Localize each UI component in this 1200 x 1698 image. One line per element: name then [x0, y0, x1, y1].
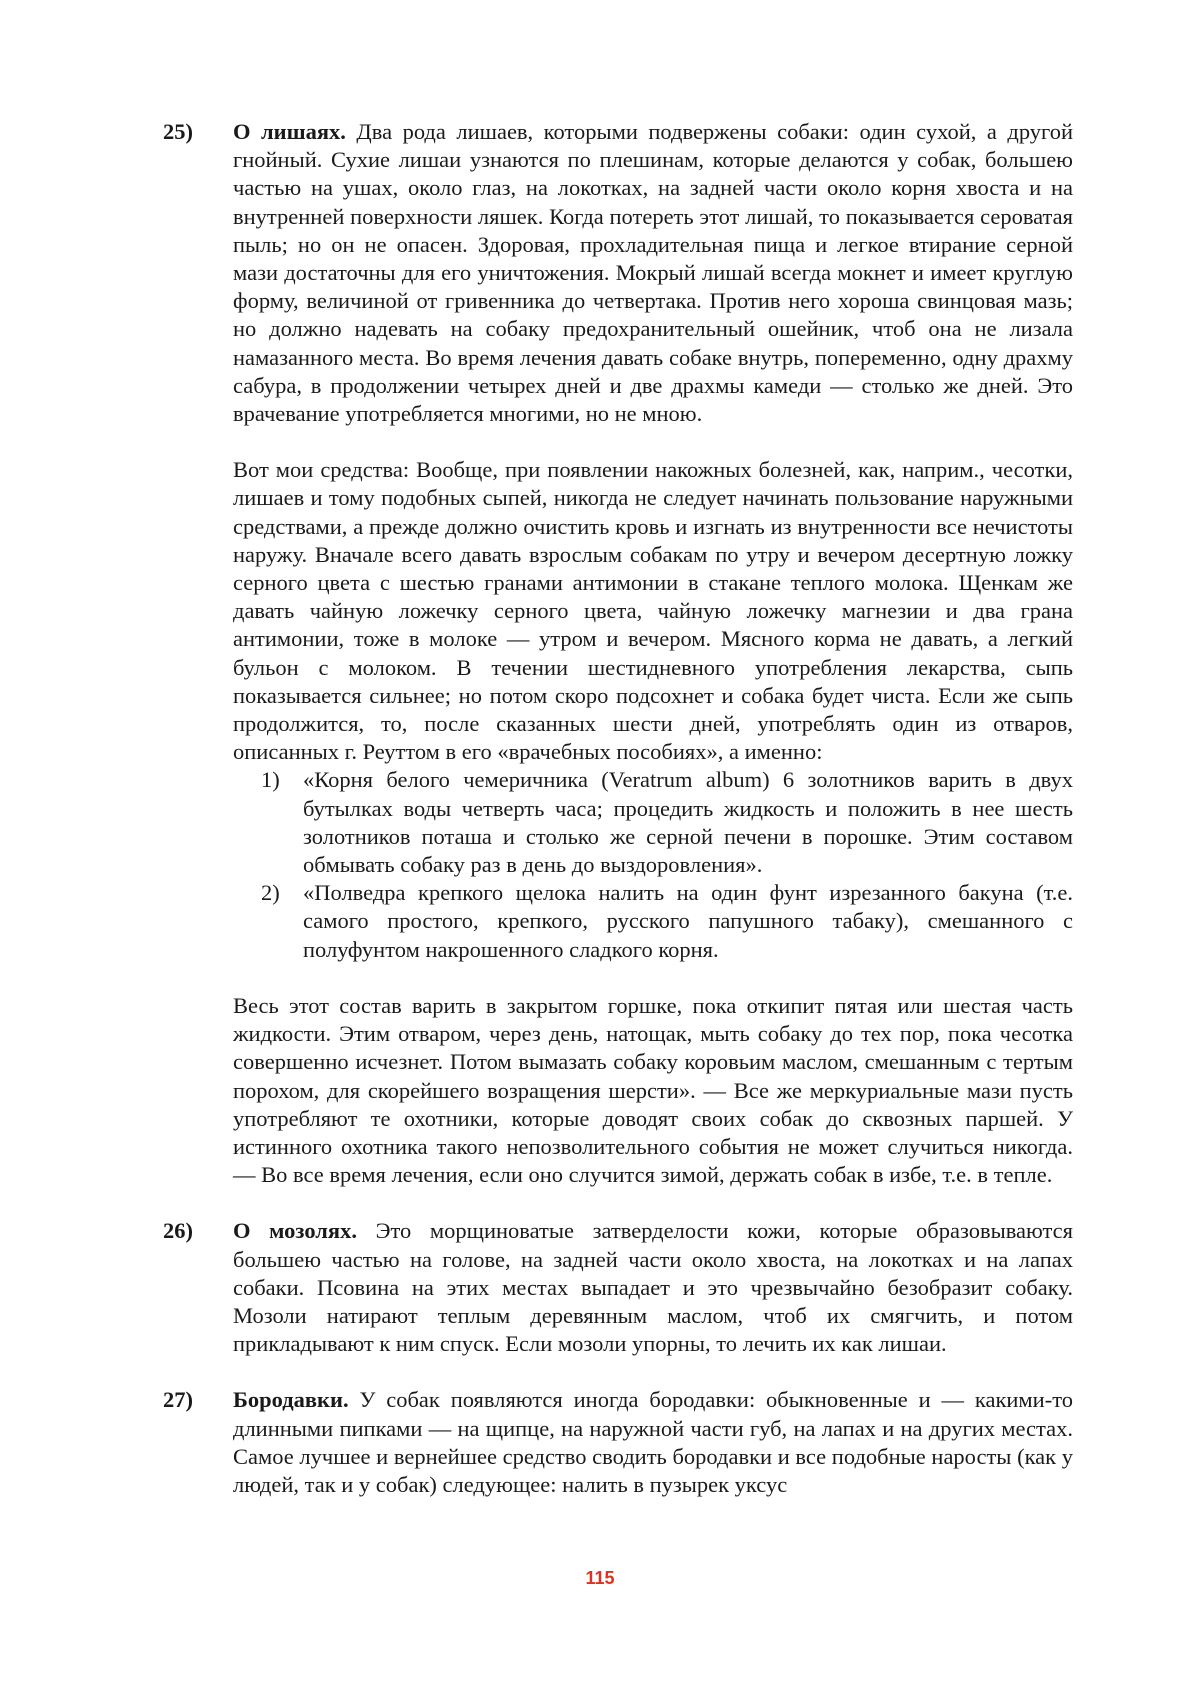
- section-number: 26): [163, 1218, 193, 1244]
- section-heading: О мозолях.: [233, 1218, 357, 1244]
- section-text: Два рода лишаев, которыми подвержены собаки: один сухой, а другой гнойный. Сухие лишаи узнаются по плешинам, которые делаются у собак, большею частью на ушах, около глаз, на локотках, на задней части около корня хвоста и на внутренней поверхности ляшек. Когда потереть этот лишай, то показывается сероватая пыль; но он не опасен. Здоровая, прохладительная пища и легкое втирание серной мази достаточны для его уничтожения. Мокрый лишай всегда мокнет и имеет круглую форму, величиной от гривенника до четвертака. Против него хороша свинцовая мазь; но должно надевать на собаку предохранительный ошейник, чтоб она не лизала намазанного места. Во время лечения давать собаке внутрь, попеременно, одну драхму сабура, в продолжении четырех дней и две драхмы камеди — столько же дней. Это врачевание употребляется многими, но не мною.: [233, 119, 1073, 427]
- section-text: У собак появляются иногда бородавки: обыкновенные и — какими-то длинными пипками — на щипце, на наружной части губ, на лапах и на других местах. Самое лучшее и вернейшее средство сводить бородавки и все подобные наросты (как у людей, так и у собак) следующее: налить в пузырек уксус: [233, 1387, 1073, 1497]
- section-number: 27): [163, 1387, 193, 1413]
- list-item-text: «Корня белого чемеричника (Veratrum album) 6 золотников варить в двух бутылках воды четверть часа; процедить жидкость и положить в нее шесть золотников поташа и столько же серной печени в порошке. Этим составом обмывать собаку раз в день до выздоровления».: [303, 767, 1073, 878]
- remedies-paragraph: Вот мои средства: Вообще, при появлении накожных болезней, как, наприм., чесотки, лишаев и тому подобных сыпей, никогда не следует начинать пользование наружными средствами, а прежде должно очистить кровь и изгнать из внутренности все нечистоты наружу. Вначале всего давать взрослым собакам по утру и вечером десертную ложку серного цвета с шестью гранами антимонии в стакане теплого молока. Щенкам же давать чайную ложечку серного цвета, чайную ложечку магнезии и два грана антимонии, тоже в молоке — утром и вечером. Мясного корма не давать, а легкий бульон с молоком. В течении шестидневного употребления лекарства, сыпь показывается сильнее; но потом скоро подсохнет и собака будет чиста. Если же сыпь продолжится, то, после сказанных шести дней, употреблять один из отваров, описанных г. Реуттом в его «врачебных пособиях», а именно:: [233, 457, 1073, 765]
- list-item-number: 2): [261, 880, 280, 906]
- page-content: [163, 118, 1073, 1499]
- list-item-number: 1): [261, 767, 280, 793]
- section-number: 25): [163, 119, 193, 144]
- section-heading: О лишаях.: [233, 119, 346, 144]
- section-25-lichens: [163, 118, 1073, 1189]
- section-text: Это морщиноватые затверделости кожи, которые образовываются большею частью на голове, на задней части около хвоста, на локотках и на лапах собаки. Псовина на этих местах выпадает и это чрезвычайно безобразит собаку. Мозоли натирают теплым деревянным маслом, чтоб их смягчить, и потом прикладывают к ним спуск. Если мозоли упорны, то лечить их как лишаи.: [233, 1218, 1073, 1357]
- list-item-text: «Полведра крепкого щелока налить на один фунт изрезанного бакуна (т.е. самого простого, крепкого, русского папушного табаку), смешанного с полуфунтом накрошенного сладкого корня.: [303, 880, 1073, 962]
- section-heading: Бородавки.: [233, 1387, 349, 1413]
- remedy-list: [233, 766, 1073, 963]
- section-paragraph: [233, 1217, 1073, 1358]
- section-paragraph: [233, 1386, 1073, 1499]
- list-item: [233, 766, 1073, 879]
- section-26-calluses: [163, 1217, 1073, 1358]
- list-item: [233, 879, 1073, 964]
- page-number: 115: [585, 1568, 615, 1588]
- decoction-paragraph: Весь этот состав варить в закрытом горшке, пока откипит пятая или шестая часть жидкости. Этим отваром, через день, натощак, мыть собаку до тех пор, пока чесотка совершенно исчезнет. Потом вымазать собаку коровьим маслом, смешанным с тертым порохом, для скорейшего возращения шерсти». — Все же меркуриальные мази пусть употребляют те охотники, которые доводят своих собак до сквозных паршей. У истинного охотника такого непозволительного события не может случиться никогда. — Во все время лечения, если оно случится зимой, держать собак в избе, т.е. в тепле.: [233, 992, 1073, 1188]
- section-paragraph: [233, 118, 1073, 428]
- section-27-warts: [163, 1386, 1073, 1499]
